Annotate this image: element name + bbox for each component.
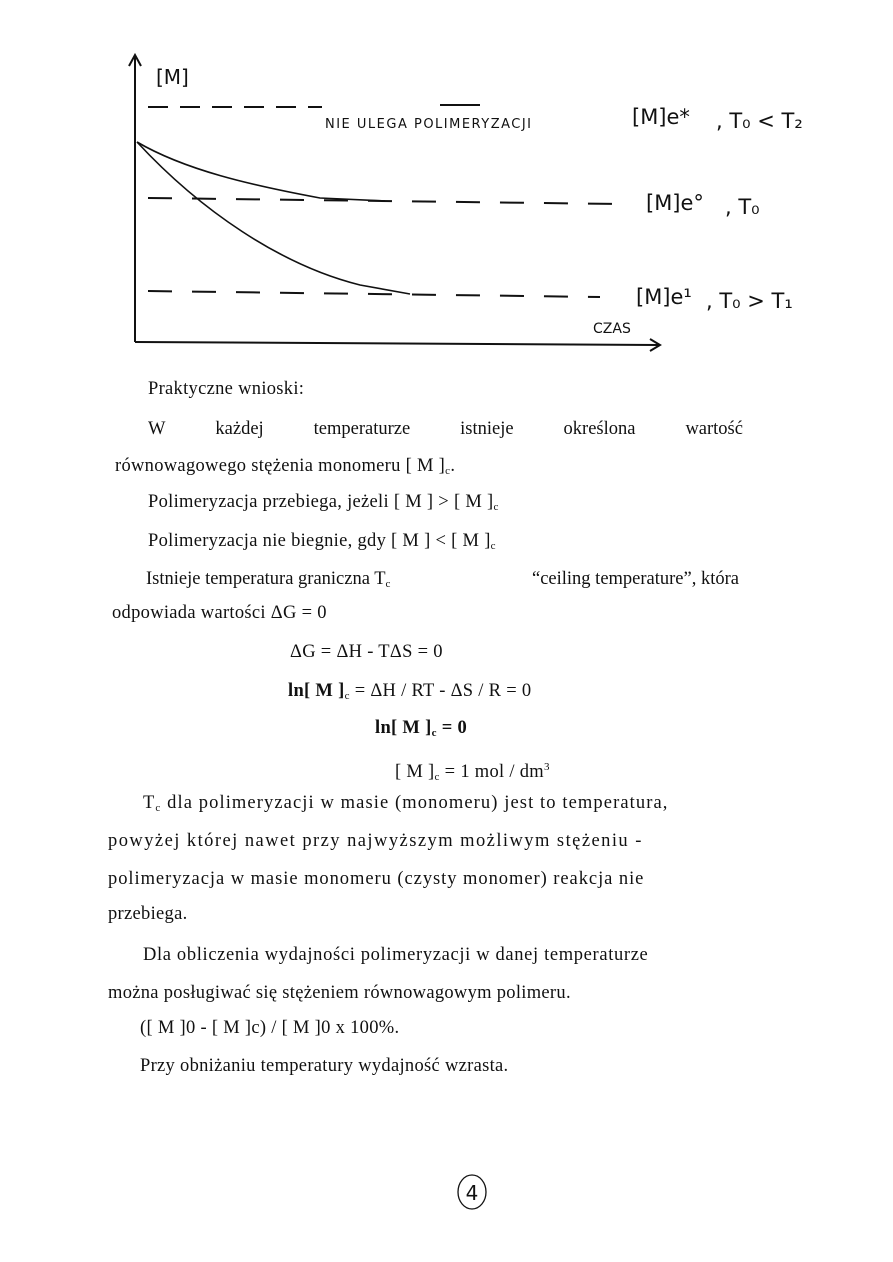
paragraph-3-line-1 <box>146 567 739 596</box>
subscript: c <box>155 802 162 814</box>
x-axis-label: CZAS <box>593 321 631 337</box>
paragraph-3-line-2: odpowiada wartości ΔG = 0 <box>112 603 327 623</box>
text-run: [ M ] <box>395 762 435 782</box>
text-run: “ceiling temperature”, która <box>532 569 739 589</box>
text-run: = 0 <box>441 718 468 738</box>
equation-gibbs: ΔG = ΔH - TΔS = 0 <box>290 642 443 662</box>
word: temperaturze <box>313 419 411 439</box>
yield-formula: ([ M ]0 - [ M ]c) / [ M ]0 x 100%. <box>140 1018 400 1038</box>
no-polymerization-note: NIE ULEGA POLIMERYZACJI <box>325 117 533 132</box>
word: W <box>148 419 166 439</box>
paragraph-4-line-1 <box>143 791 669 820</box>
dashed-line-bottom <box>148 291 600 297</box>
paragraph-4-line-4: przebiega. <box>108 904 188 924</box>
label-top-temp: , T₀ < T₂ <box>716 109 803 133</box>
curve-lower <box>137 142 410 294</box>
text-run: równowagowego stężenia monomeru [ M ] <box>115 456 446 476</box>
curve-upper <box>137 142 385 201</box>
paragraph-7: Przy obniżaniu temperatury wydajność wzrasta. <box>140 1056 509 1076</box>
word: istnieje <box>460 419 514 439</box>
paragraph-5-line-1: Dla obliczenia wydajności polimeryzacji w danej temperaturze <box>143 945 649 965</box>
paragraph-1-line-1 <box>148 417 743 441</box>
equation-ln-mc <box>288 679 531 708</box>
label-bottom: [M]e¹ <box>636 285 692 309</box>
equation-ln-mc-zero <box>375 716 467 745</box>
subscript: c <box>431 727 437 739</box>
subscript: c <box>490 540 496 552</box>
text-run: Polimeryzacja nie biegnie, gdy [ M ] < [ M ] <box>148 531 491 551</box>
text-run: = ΔH / RT - ΔS / R = 0 <box>354 681 532 701</box>
text-run: ln[ M ] <box>288 681 345 701</box>
subscript: c <box>445 465 451 477</box>
paragraph-5-line-2: można posługiwać się stężeniem równowagowym polimeru. <box>108 983 571 1003</box>
label-bottom-temp: , T₀ > T₁ <box>706 289 793 313</box>
condition-polymerization-not-proceeds <box>148 529 496 558</box>
condition-polymerization-proceeds <box>148 490 499 519</box>
text-run: = 1 mol / dm <box>444 762 544 782</box>
superscript: 3 <box>544 761 550 773</box>
subscript: c <box>385 578 391 590</box>
word: określona <box>563 419 636 439</box>
paragraph-4-line-2: powyżej której nawet przy najwyższym możliwym stężeniu - <box>108 831 643 851</box>
subscript: c <box>434 771 440 783</box>
x-axis <box>135 342 660 345</box>
text-run: dla polimeryzacji w masie (monomeru) jest to temperatura, <box>167 793 669 813</box>
section-heading: Praktyczne wnioski: <box>148 379 305 399</box>
y-axis-label: [M] <box>156 65 189 89</box>
text-run: Istnieje temperatura graniczna T <box>146 569 386 589</box>
subscript: c <box>493 501 499 513</box>
word: każdej <box>215 419 264 439</box>
label-middle-temp: , T₀ <box>725 195 760 219</box>
subscript: c <box>344 690 350 702</box>
text-run: ln[ M ] <box>375 718 432 738</box>
paragraph-1-line-2: równowagowego stężenia monomeru [ M ]$_c$. <box>115 456 456 477</box>
page-number <box>455 1172 489 1212</box>
word: wartość <box>685 419 743 439</box>
label-middle: [M]e° <box>646 191 704 215</box>
svg-text:4: 4 <box>465 1181 479 1205</box>
label-top: [M]e* <box>632 105 690 129</box>
text-run: Polimeryzacja przebiega, jeżeli [ M ] > [ M ] <box>148 492 494 512</box>
concentration-time-diagram <box>0 0 893 370</box>
equation-mc-value <box>395 755 550 789</box>
text-run: T <box>143 793 156 813</box>
paragraph-4-line-3: polimeryzacja w masie monomeru (czysty monomer) reakcja nie <box>108 869 645 889</box>
